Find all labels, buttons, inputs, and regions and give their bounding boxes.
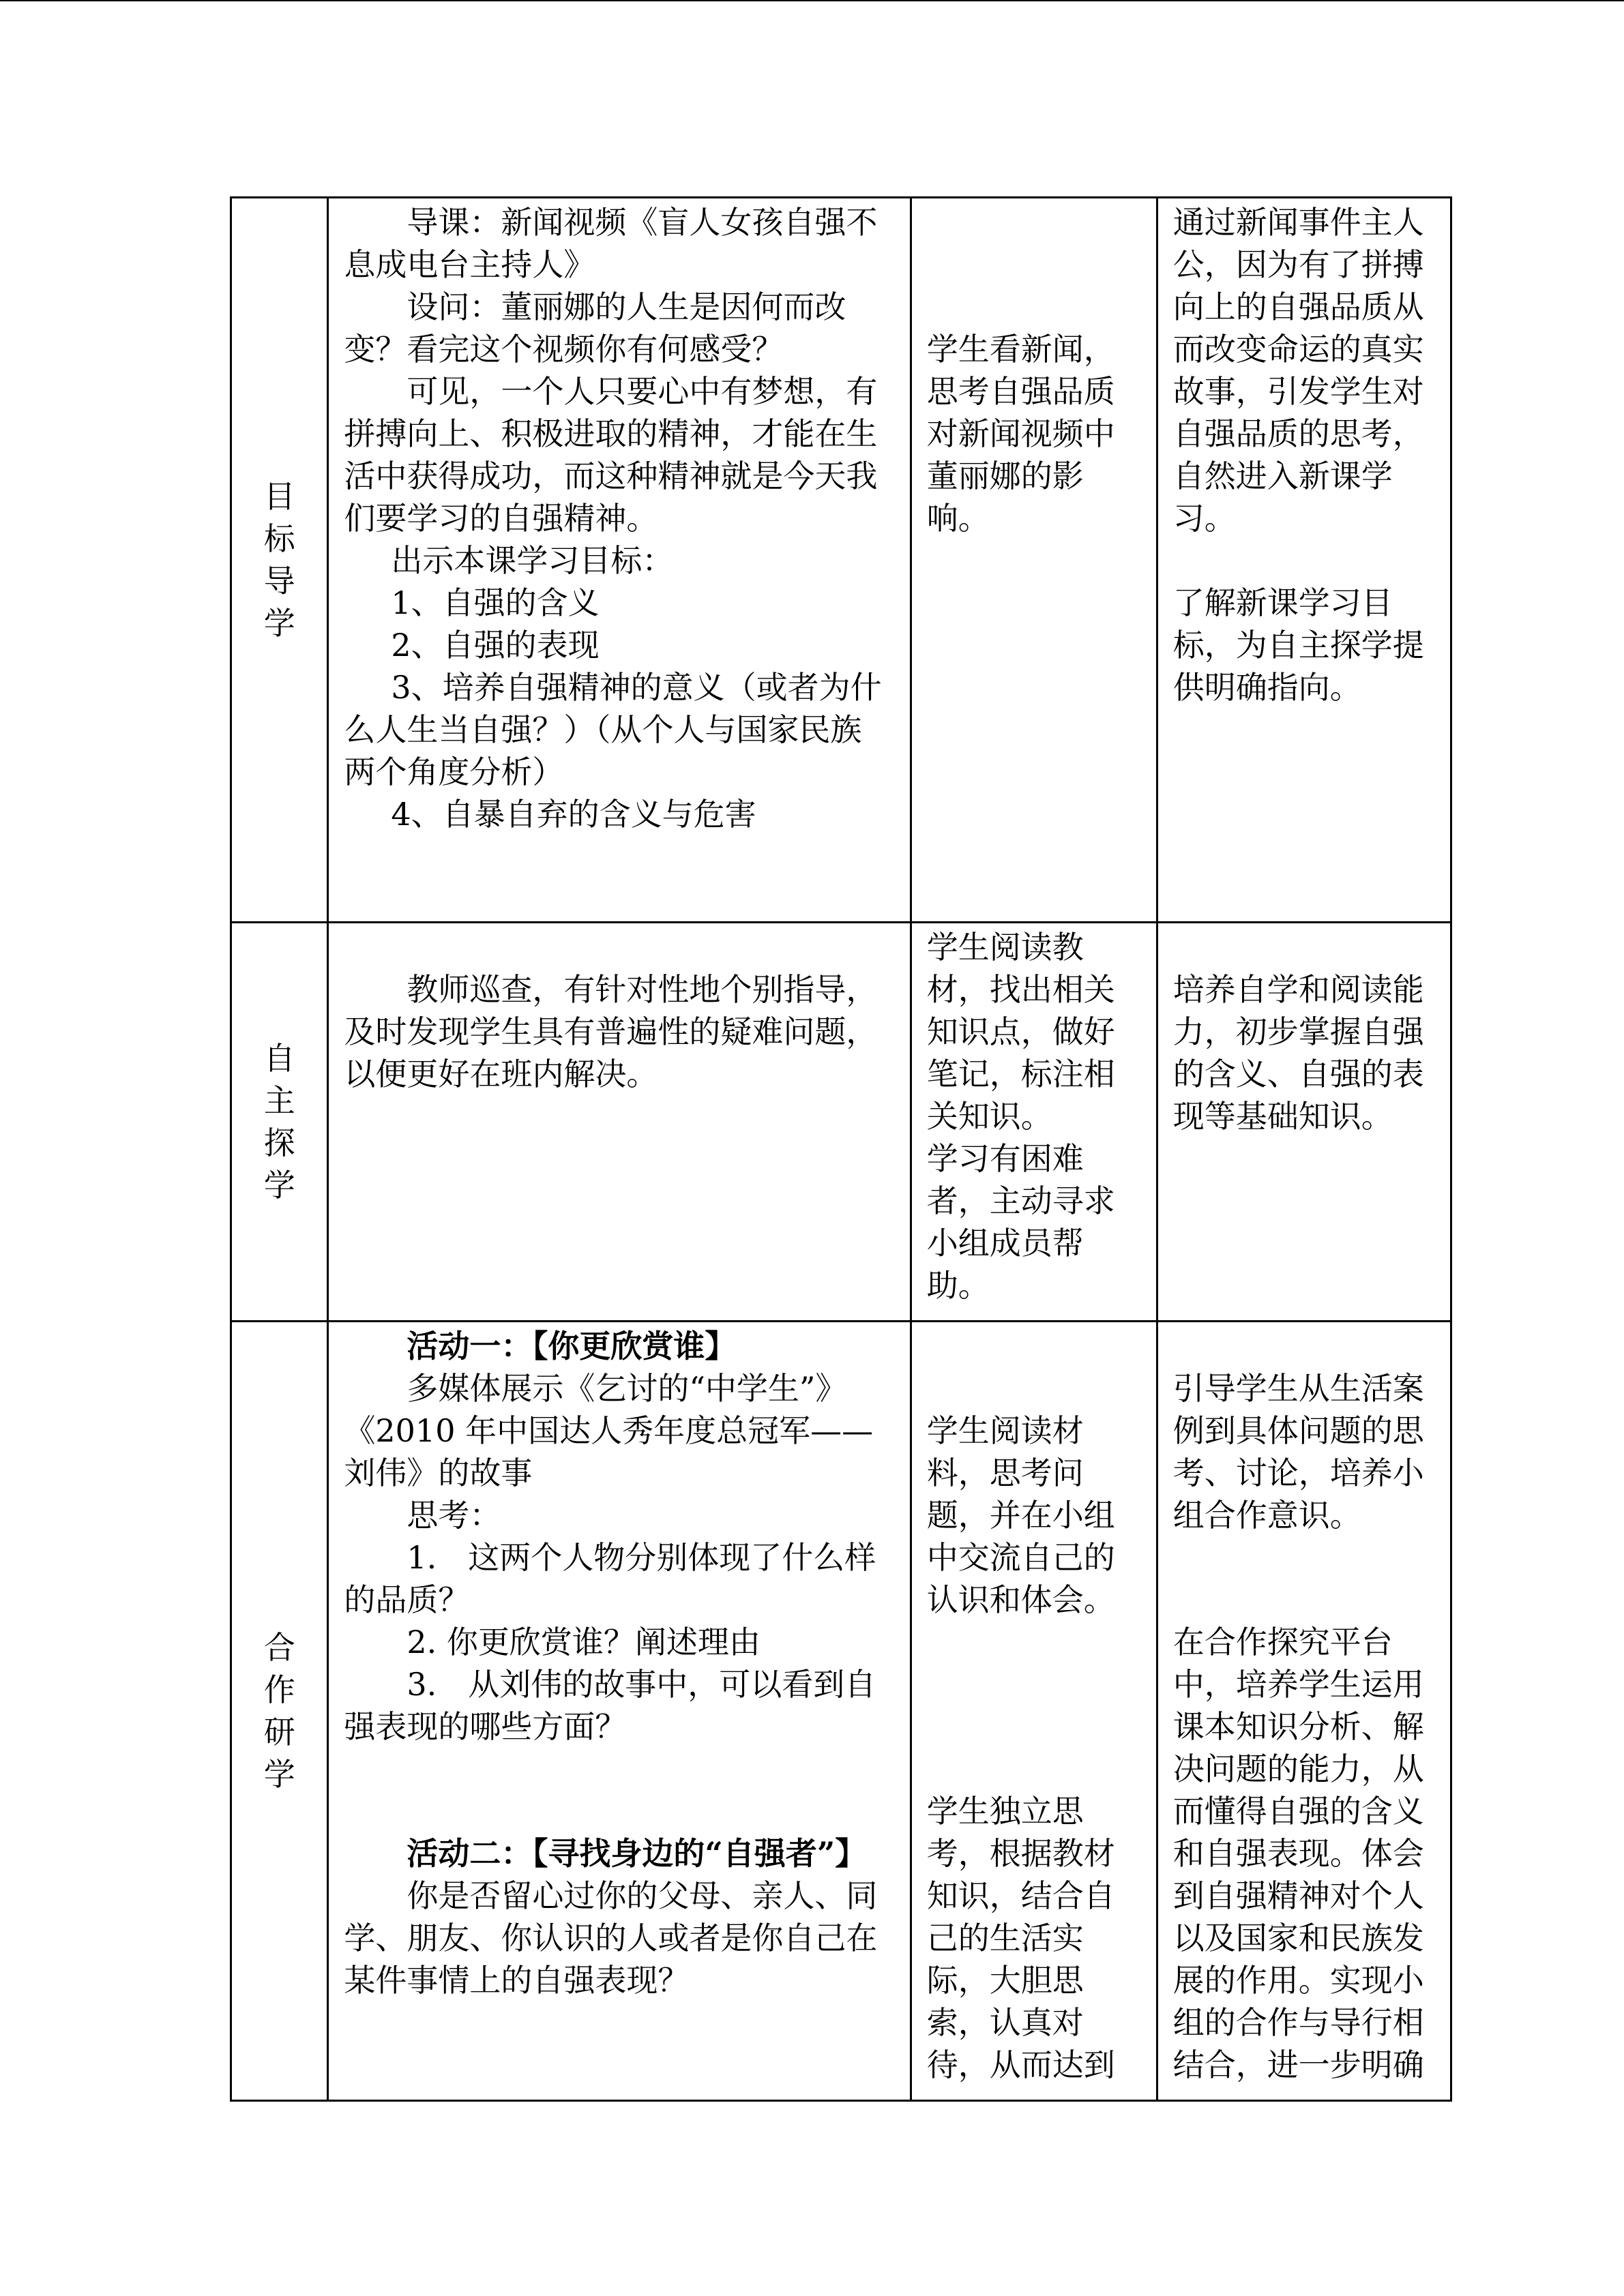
teacher-text: 1、自强的含义	[391, 584, 600, 621]
teacher-text: 你是否留心过你的父母、亲人、同学、朋友、你认识的人或者是你自己在某件事情上的自强表现？	[344, 1877, 878, 1999]
teacher-text: 出示本课学习目标：	[391, 542, 674, 579]
stage-label: 目 标 导 学	[263, 478, 295, 642]
student-activity-cell	[911, 1322, 1157, 2101]
stage-cell	[231, 923, 328, 1322]
teacher-text: 设问：董丽娜的人生是因何而改变？看完这个视频你有何感受？	[344, 288, 846, 368]
stage-cell	[231, 1322, 328, 2101]
student-text: 学生阅读材料，思考问题，并在小组中交流自己的认识和体会。	[926, 1412, 1115, 1618]
teacher-text: 2、自强的表现	[391, 627, 600, 664]
teacher-activity-cell	[328, 1322, 911, 2101]
student-text: 学生看新闻，思考自强品质对新闻视频中董丽娜的影响。	[926, 331, 1115, 537]
teacher-text: 教师巡查，有针对性地个别指导，及时发现学生具有普遍性的疑难问题，以便更好在班内解决。	[344, 971, 878, 1092]
teacher-activity-cell	[328, 198, 911, 923]
teacher-text: 3、培养自强精神的意义（或者为什么人生当自强？）（从个人与国家民族	[344, 669, 882, 748]
teacher-text: 多媒体展示《乞讨的“中学生”》《2010 年中国达人秀年度总冠军——刘伟》的故事	[344, 1370, 874, 1491]
stage-cell	[231, 198, 328, 923]
teacher-text: 1. 这两个人物分别体现了什么样的品质？	[344, 1539, 876, 1618]
intent-text: 在合作探究平台中，培养学生运用课本知识分析、解决问题的能力，从而懂得自强的含义和自强表现。体会到自强精神对个人以及国家和民族发展的作用。实现小组的合作与导行相结合，进一步明确	[1172, 1624, 1424, 2083]
page-top-border	[0, 0, 1624, 1]
student-activity-cell	[911, 923, 1157, 1322]
design-intent-cell	[1157, 198, 1451, 923]
intent-text: 通过新闻事件主人公，因为有了拼搏向上的自强品质从而改变命运的真实故事，引发学生对自强品质的思考，自然进入新课学习。	[1172, 204, 1424, 537]
stage-label: 自 主 探 学	[263, 1040, 295, 1204]
teacher-text: 思考：	[407, 1497, 501, 1534]
teacher-text: 两个角度分析）	[344, 754, 564, 790]
teacher-activity-cell	[328, 923, 911, 1322]
design-intent-cell	[1157, 923, 1451, 1322]
student-text: 学生独立思考，根据教材知识，结合自己的生活实际，大胆思索，认真对待，从而达到	[926, 1793, 1115, 2083]
design-intent-cell	[1157, 1322, 1451, 2101]
teacher-text: 导课：新闻视频《盲人女孩自强不息成电台主持人》	[344, 204, 878, 283]
activity-heading: 活动二：【寻找身边的“自强者”】	[407, 1835, 867, 1872]
stage-label: 合 作 研 学	[263, 1629, 295, 1793]
table-row-cooperative-study	[231, 1322, 1451, 2101]
student-text: 学习有困难者，主动寻求小组成员帮助。	[926, 1140, 1115, 1304]
student-activity-cell	[911, 198, 1157, 923]
intent-text: 培养自学和阅读能力，初步掌握自强的含义、自强的表现等基础知识。	[1172, 971, 1424, 1135]
table-row-self-study	[231, 923, 1451, 1322]
intent-text: 了解新课学习目标，为自主探学提供明确指向。	[1172, 584, 1424, 706]
student-text: 学生阅读教材，找出相关知识点，做好笔记，标注相关知识。	[926, 929, 1115, 1135]
teacher-text: 3. 从刘伟的故事中，可以看到自强表现的哪些方面？	[344, 1666, 876, 1745]
lesson-plan-table	[230, 196, 1452, 2102]
teacher-text: 2. 你更欣赏谁？阐述理由	[407, 1624, 761, 1660]
teacher-text: 4、自暴自弃的含义与危害	[391, 796, 756, 833]
table-row-goal-guided	[231, 198, 1451, 923]
teacher-text: 可见，一个人只要心中有梦想，有拼搏向上、积极进取的精神，才能在生活中获得成功，而这种精神就是今天我们要学习的自强精神。	[344, 373, 878, 537]
intent-text: 引导学生从生活案例到具体问题的思考、讨论，培养小组合作意识。	[1172, 1370, 1424, 1534]
activity-heading: 活动一：【你更欣赏谁】	[407, 1328, 737, 1365]
